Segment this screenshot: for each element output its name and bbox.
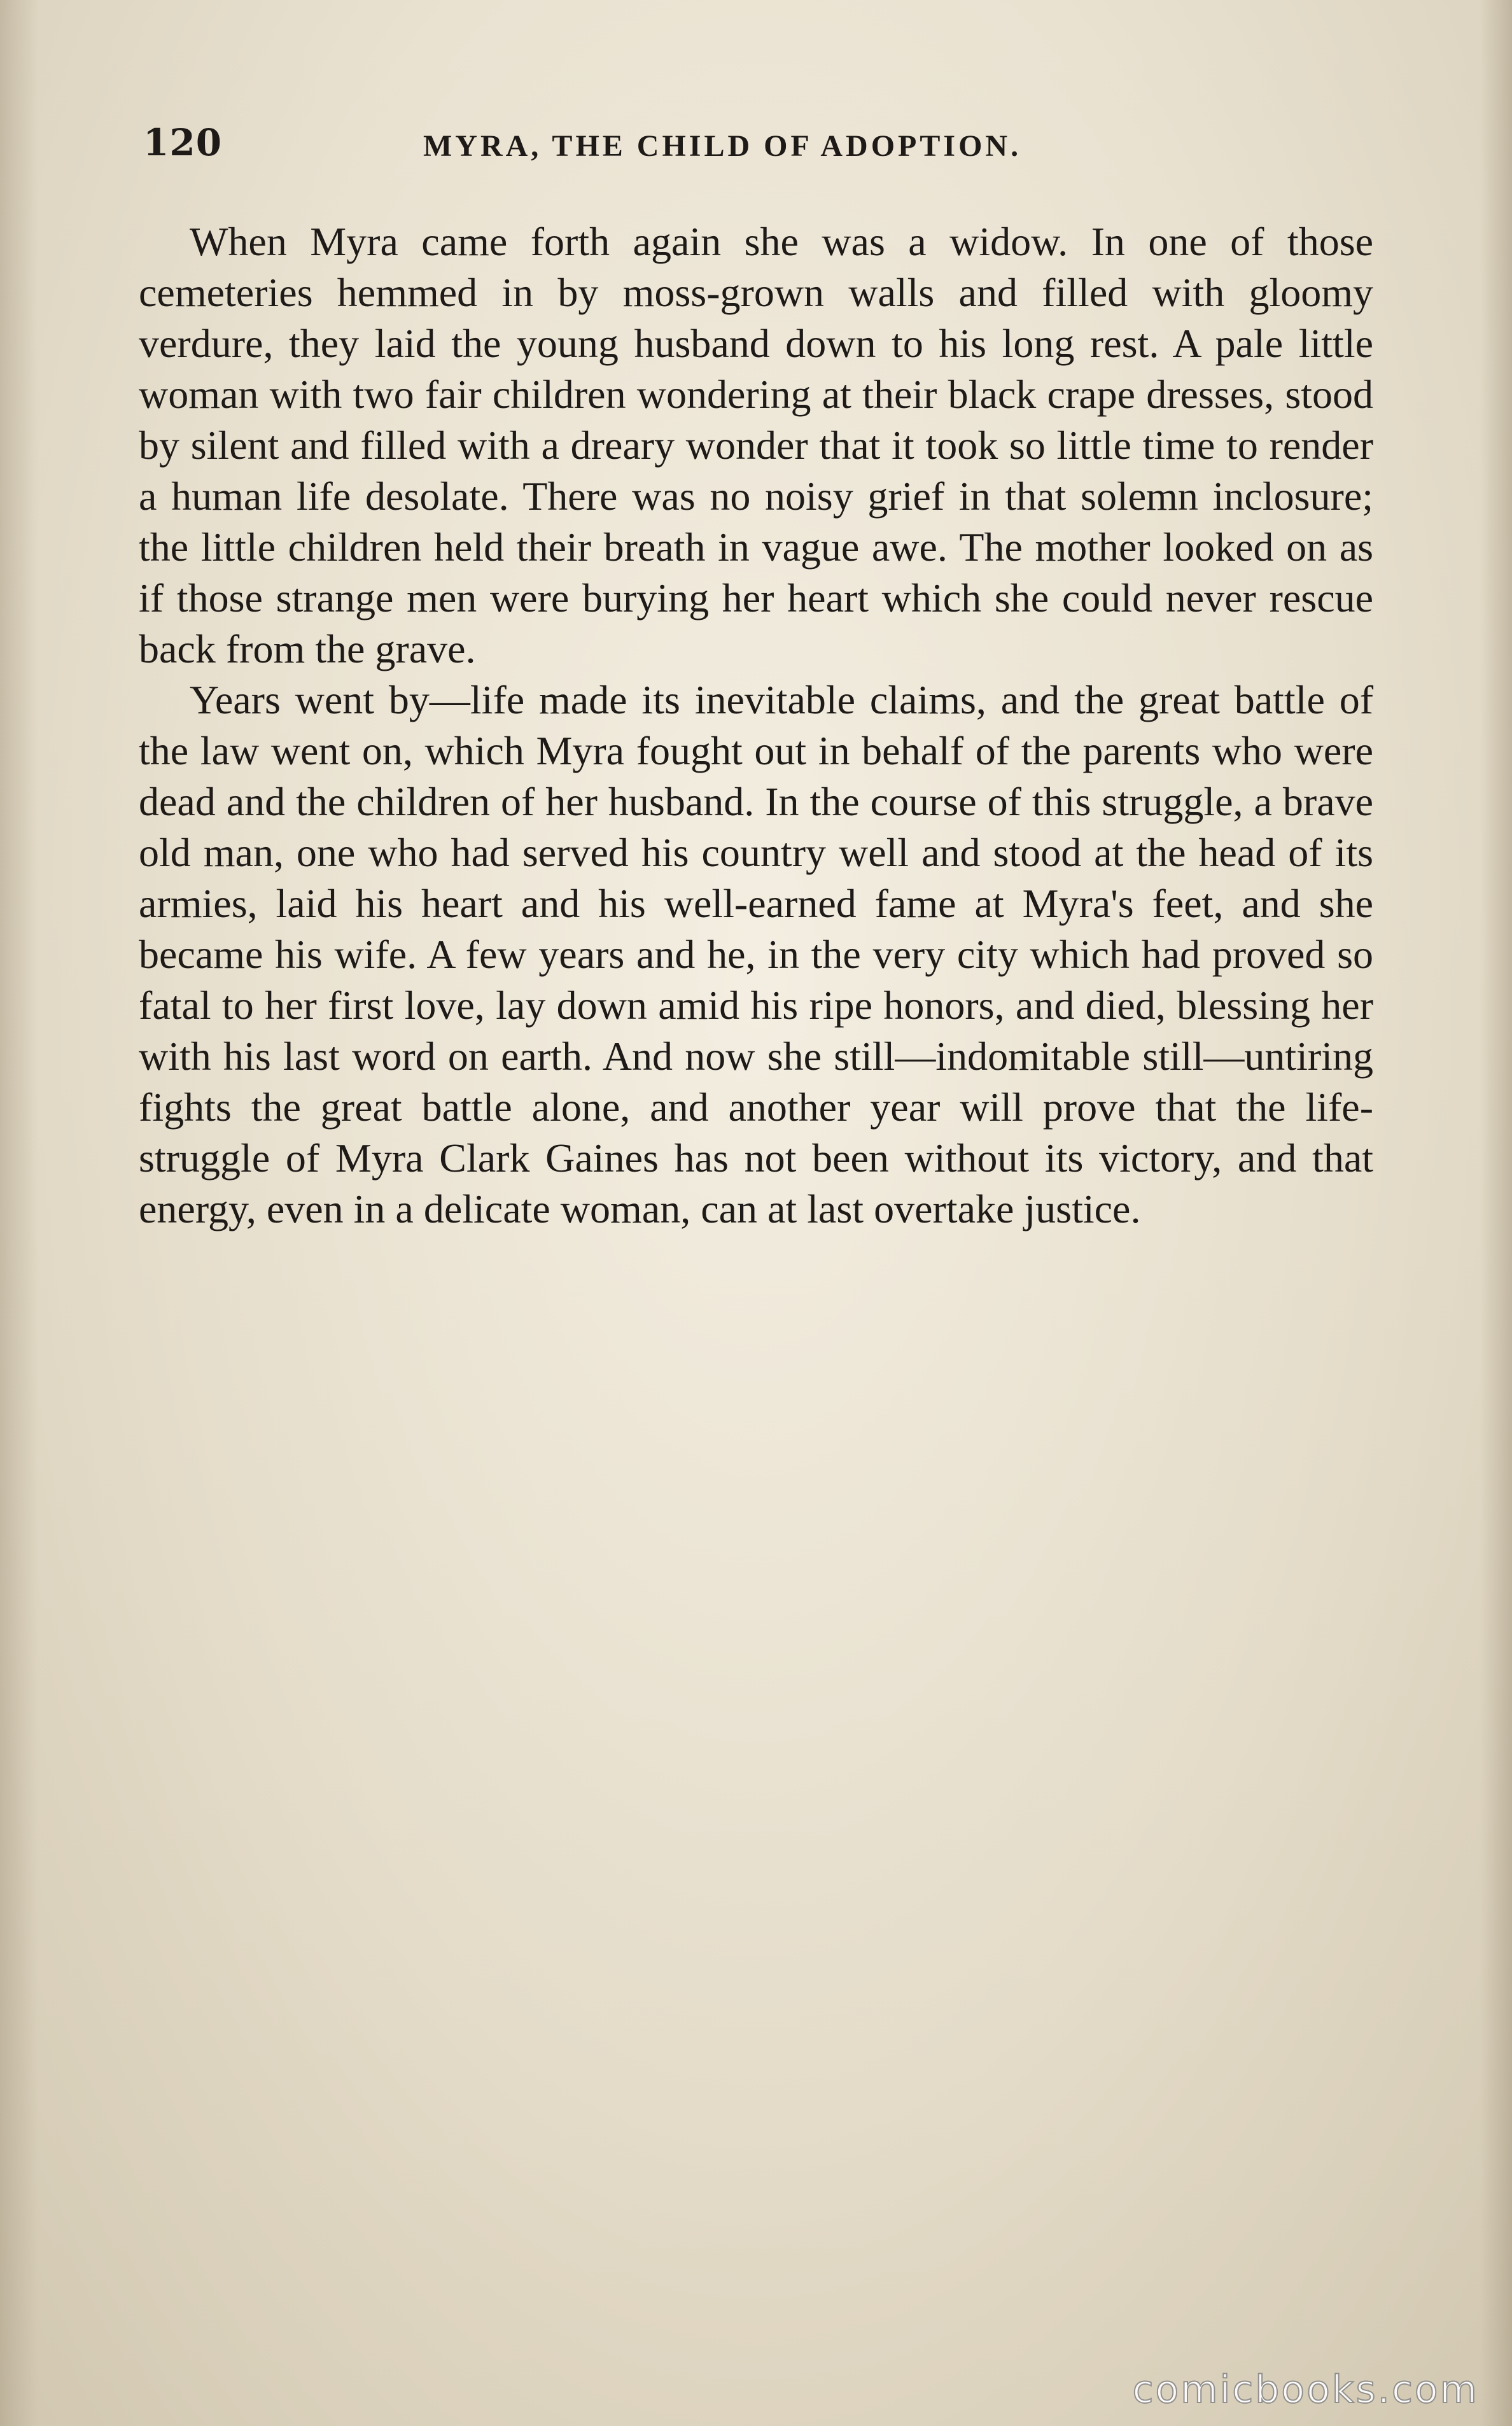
paragraph-1: When Myra came forth again she was a widow. In one of those cemeteries hemmed in by moss-grown walls and filled with gloomy verdure, they laid the young husband down to his long rest. A pale little woman with two fair children wondering at their black crape dresses, stood by silent and filled with a dreary wonder that it took so little time to render a human life desolate. There was no noisy grief in that solemn inclosure; the little children held their breath in vague awe. The mother looked on as if those strange men were burying her heart which she could never rescue back from the grave. [139, 219, 1373, 671]
page-header [143, 121, 1371, 172]
paragraph-2: Years went by—life made its inevitable claims, and the great battle of the law went on, which Myra fought out in behalf of the parents who were dead and the children of her husband. In the course of this struggle, a brave old man, one who had served his country well and stood at the head of its armies, laid his heart and his well-earned fame at Myra's feet, and she became his wife. A few years and he, in the very city which had proved so fatal to her first love, lay down amid his ripe honors, and died, blessing her with his last word on earth. And now she still—indomitable still—untiring fights the great battle alone, and another year will prove that the life-struggle of Myra Clark Gaines has not been without its victory, and that energy, even in a delicate woman, can at last overtake justice. [139, 677, 1373, 1231]
watermark: comicbooks.com [1132, 2367, 1479, 2412]
running-head: MYRA, THE CHILD OF ADOPTION. [423, 129, 1022, 163]
page-number: 120 [143, 121, 223, 164]
body-text [139, 216, 1373, 1235]
